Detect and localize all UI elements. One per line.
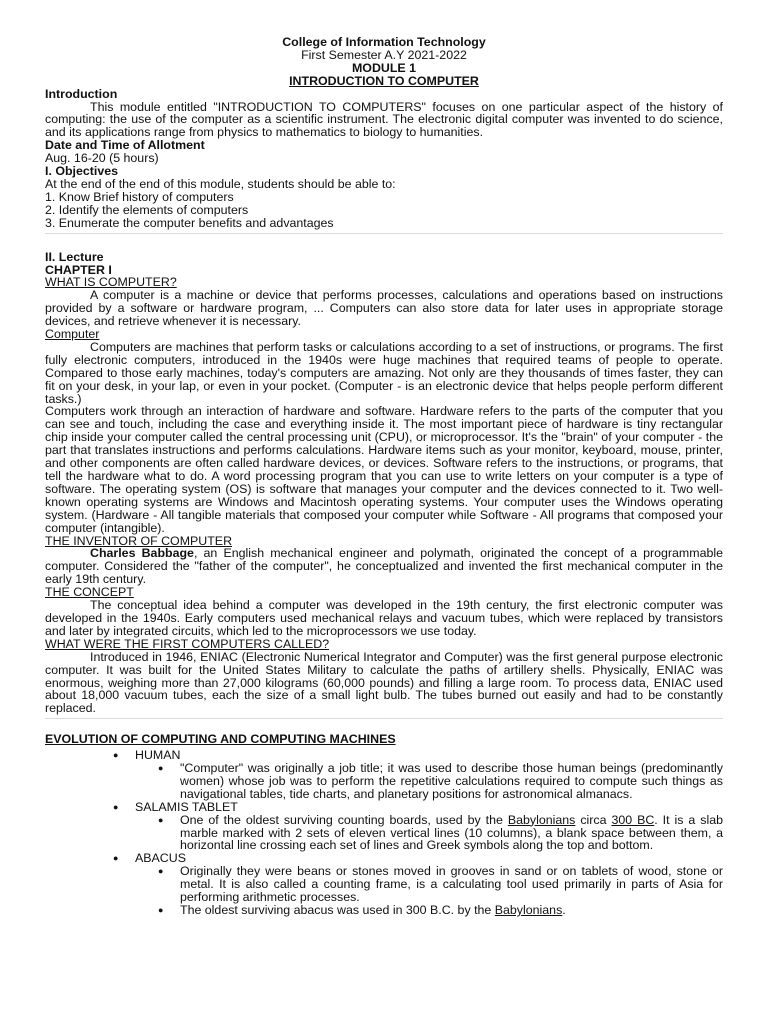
sub-item-text: The oldest surviving abacus was used in 300 B.C. by the	[180, 903, 495, 917]
computer-text: Computers are machines that perform tasks or calculations according to a set of instructions, or programs. The first fully electronic computers, introduced in the 1940s were huge machines that required teams of people to operate. Compared to those early machines, today's computers are amazing. Not only are they thousands of times faster, they can fit on your desk, in your lap, or even in your pocket. (Computer - is an electronic device that helps people perform different tasks.)	[45, 339, 723, 406]
document-page	[45, 36, 723, 917]
list-item	[45, 749, 723, 801]
sub-item-text: . It is a slab marble marked with 2 sets of eleven vertical lines (10 columns), a blank space between them, a horizontal line crossing each set of lines and Greek symbols along the top and bottom.	[180, 812, 723, 853]
bullet-icon: ●	[158, 905, 164, 915]
sub-list	[135, 814, 723, 853]
computer-heading: Computer	[45, 327, 100, 342]
sub-item-text: Originally they were beans or stones moved in grooves in sand or on tablets of wood, stone or metal. It is also called a counting frame, is a calculating tool used primarily in parts of Asia for performing arithmetic processes.	[180, 864, 723, 905]
evolution-item-label: ABACUS	[135, 851, 186, 866]
list-item	[45, 852, 723, 917]
sub-item-text: "Computer" was originally a job title; it was used to describe those human beings (predominantly women) whose job was to perform the repetitive calculations required to compute such things as navigational tables, tide charts, and planetary positions for astronomical almanacs.	[180, 761, 723, 801]
objectives-heading: I. Objectives	[45, 164, 119, 179]
first-computers-heading: WHAT WERE THE FIRST COMPUTERS CALLED?	[45, 636, 330, 651]
objectives-lead: At the end of the end of this module, students should be able to:	[45, 176, 396, 191]
inventor-text: , an English mechanical engineer and polymath, originated the concept of a programmable computer. Considered the "father of the computer", he conceptualized and invented the first mechanical computer in the early 19th century.	[45, 546, 723, 587]
bullet-icon: ●	[158, 866, 164, 877]
college-name: College of Information Technology	[282, 35, 486, 49]
intro-heading: Introduction	[45, 86, 118, 101]
evolution-item-label: SALAMIS TABLET	[135, 799, 238, 814]
objective-item: 3. Enumerate the computer benefits and advantages	[45, 215, 334, 230]
bullet-icon: ●	[158, 814, 164, 825]
bullet-icon: ●	[113, 750, 119, 761]
hardware-software-text: Computers work through an interaction of hardware and software. Hardware refers to the parts of the computer that you can see and touch, including the case and everything inside it. The most important piece of hardware is tiny rectangular chip inside your computer called the central processing unit (CPU), or microprocessor. It's the "brain" of your computer - the part that translates instructions and performs calculations. Hardware items such as your monitor, keyboard, mouse, printer, and other components are often called hardware devices, or devices. Software refers to the instructions, or programs, that tell the hardware what to do. A word processing program that you can use to write letters on your computer is a type of software. The operating system (OS) is software that manages your computer and the devices connected to it. Two well-known operating systems are Windows and Macintosh operating systems. Your computer uses the Windows operating system. (Hardware - All tangible materials that composed your computer while Software - All programs that composed your computer (intangible).	[45, 404, 723, 535]
evolution-heading: EVOLUTION OF COMPUTING AND COMPUTING MACHINES	[45, 732, 396, 747]
first-computers-text: Introduced in 1946, ENIAC (Electronic Numerical Integrator and Computer) was the first general purpose electronic computer. It was built for the United States Military to calculate the paths of artillery shells. Physically, ENIAC was enormous, weighing more than 27,000 kilograms (60,000 pounds) and filling a large room. To process data, ENIAC used about 18,000 vacuum tubes, each the size of a small light bulb. The tubes burned out easily and had to be constantly replaced.	[45, 649, 723, 716]
sub-list-item	[158, 903, 723, 917]
spacer	[45, 719, 723, 733]
300bc-link[interactable]: 300 BC	[611, 812, 655, 827]
evolution-list	[45, 749, 723, 917]
sub-item-text: One of the oldest surviving counting boards, used by the	[180, 812, 508, 827]
sub-list-item	[158, 812, 723, 853]
what-is-computer-text: A computer is a machine or device that performs processes, calculations and operations based on instructions provided by a software or hardware program, ... Computers can also store data for later uses in appropriate storage devices, and retrieve whenever it is necessary.	[45, 288, 723, 329]
sub-item-text: circa	[575, 812, 612, 827]
bullet-icon: ●	[113, 853, 119, 864]
spacer	[45, 234, 723, 251]
babylonians-link[interactable]: Babylonians	[494, 903, 563, 917]
evolution-item-label: HUMAN	[135, 748, 181, 763]
what-is-computer-heading: WHAT IS COMPUTER?	[45, 275, 177, 290]
sub-item-text: .	[562, 903, 566, 917]
module-title: INTRODUCTION TO COMPUTER	[289, 73, 479, 88]
sub-list	[135, 762, 723, 801]
allotment-heading: Date and Time of Allotment	[45, 138, 205, 153]
inventor-paragraph	[45, 547, 723, 586]
list-item	[45, 801, 723, 853]
semester-line: First Semester A.Y 2021-2022	[301, 47, 467, 62]
lecture-heading: II. Lecture	[45, 249, 104, 264]
sub-list	[135, 865, 723, 917]
objective-item: 1. Know Brief history of computers	[45, 189, 234, 204]
inventor-name: Charles Babbage	[90, 546, 194, 561]
concept-text: The conceptual idea behind a computer was developed in the 19th century, the first electronic computer was developed in the 1940s. Early computers used mechanical relays and vacuum tubes, which were replaced by transistors and later by integrated circuits, which led to the microprocessors we use today.	[45, 598, 723, 638]
bullet-icon: ●	[158, 763, 164, 774]
sub-list-item	[158, 864, 723, 905]
allotment-text: Aug. 16-20 (5 hours)	[45, 151, 159, 166]
babylonians-link[interactable]: Babylonians	[507, 812, 576, 827]
intro-text: This module entitled "INTRODUCTION TO COMPUTERS" focuses on one particular aspect of the history of computing: the use of the computer as a scientific instrument. The electronic digital computer was invented to do science, and its applications range from physics to mathematics to biology to humanities.	[45, 99, 723, 140]
concept-heading: THE CONCEPT	[45, 585, 134, 600]
sub-list-item	[158, 761, 723, 801]
objective-item: 2. Identify the elements of computers	[45, 202, 249, 217]
chapter-heading: CHAPTER I	[45, 262, 112, 277]
module-number: MODULE 1	[351, 60, 417, 75]
inventor-heading: THE INVENTOR OF COMPUTER	[45, 533, 233, 548]
bullet-icon: ●	[113, 801, 119, 812]
